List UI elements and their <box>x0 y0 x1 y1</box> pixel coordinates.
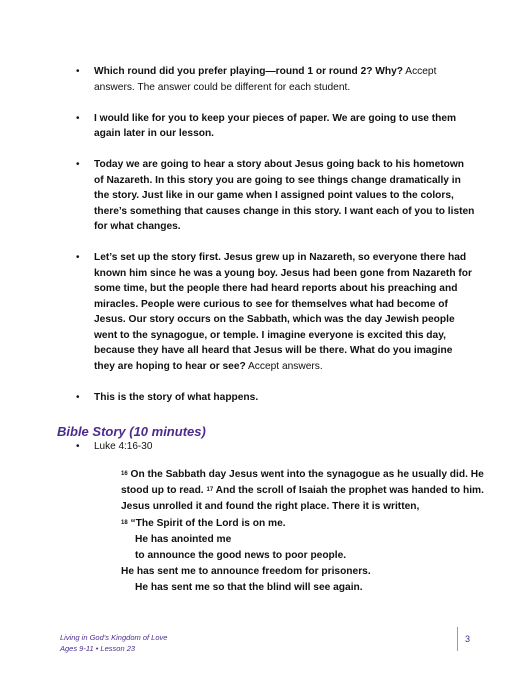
verse-text: On the Sabbath day Jesus went into the synagogue as he usually did. He <box>130 469 484 480</box>
verse-text: And the scroll of Isaiah the prophet was handed to him. <box>215 485 484 497</box>
list-item <box>76 111 476 142</box>
footer-lesson-info: Ages 9-11 • Lesson 23 <box>60 644 136 653</box>
reference-text: Luke 4:16-30 <box>94 441 153 452</box>
verse-text: stood up to read. <box>121 485 204 497</box>
footer-series-title: Living in God’s Kingdom of Love <box>60 633 168 642</box>
section-heading: Bible Story (10 minutes) <box>57 424 206 439</box>
list-item <box>76 390 476 406</box>
scripture-passage <box>121 467 491 597</box>
scripture-line: He has sent me so that the blind will see again. <box>135 582 363 594</box>
bullet-bold-text: Today we are going to hear a story about Jesus going back to his hometown of Nazareth. In this story you are going to see things change dramatically in the story. Just like in our game when I assigned point values to the colors, there’s something that causes change in this story. I want each of you to listen for what changes. <box>94 159 475 232</box>
discussion-list <box>76 64 476 421</box>
bullet-icon: • <box>76 441 80 452</box>
list-item <box>76 157 476 235</box>
bullet-icon: • <box>76 112 80 124</box>
scripture-line: Jesus unrolled it and found the right place. There it is written, <box>121 501 420 513</box>
bullet-plain-text: Accept answers. The answer could be different for each student. <box>94 66 437 93</box>
bullet-bold-text: Which round did you prefer playing—round 1 or round 2? Why? <box>94 66 404 77</box>
scripture-line: He has sent me to announce freedom for prisoners. <box>121 566 371 578</box>
verse-number: 17 <box>206 487 214 494</box>
list-item <box>76 64 476 95</box>
page-footer <box>60 632 167 654</box>
bullet-icon: • <box>76 66 80 77</box>
footer-divider <box>457 627 458 651</box>
bullet-bold-text: This is the story of what happens. <box>94 391 259 403</box>
scripture-line: He has anointed me <box>135 533 232 545</box>
verse-text: “The Spirit of the Lord is on me. <box>130 517 286 529</box>
verse-number: 16 <box>121 471 128 477</box>
scripture-reference <box>76 440 152 454</box>
scripture-line: to announce the good news to poor people. <box>135 550 347 562</box>
bullet-bold-text: I would like for you to keep your pieces of paper. We are going to use them again later in our lesson. <box>94 112 457 139</box>
scripture-line <box>121 483 491 499</box>
bullet-icon: • <box>76 252 80 263</box>
bullet-plain-text: Accept answers. <box>245 360 323 372</box>
bullet-bold-text: Let’s set up the story first. Jesus grew up in Nazareth, so everyone there had known him since he was a young boy. Jesus had been gone from Nazareth for some time, but the people there had heard reports about his preaching and miracles. People were curious to see for themselves what had become of Jesus. Our story occurs on the Sabbath, which was the day Jewish people went to the synagogue, or temple. I imagine everyone is excited this day, because they have all heard that Jesus will be there. What do you imagine they are hoping to hear or see? <box>94 252 472 372</box>
scripture-line <box>121 467 491 483</box>
page-number: 3 <box>465 634 471 644</box>
bullet-icon: • <box>76 391 80 403</box>
scripture-line <box>121 516 491 532</box>
list-item <box>76 250 476 374</box>
bullet-icon: • <box>76 159 80 170</box>
verse-number: 18 <box>121 519 128 526</box>
